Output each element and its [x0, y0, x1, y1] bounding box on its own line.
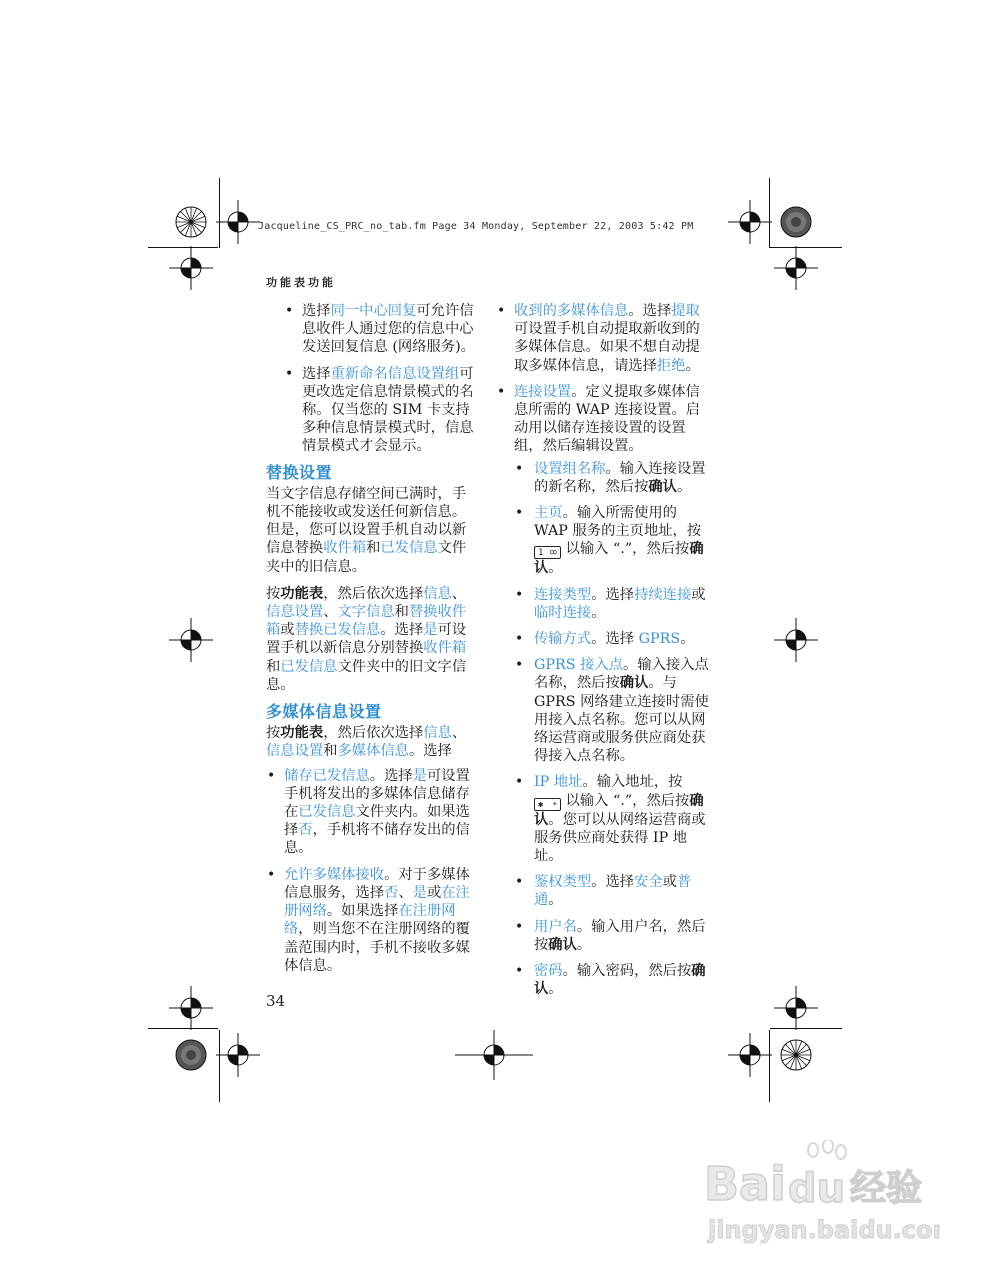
list-item: • 选择同一中心回复可允许信息收件人通过您的信息中心发送回复信息 (网络服务)。 — [284, 302, 478, 357]
key-1-icon: 1 ꝏ — [534, 546, 561, 559]
mms-options-list — [496, 302, 712, 456]
page-number: 34 — [266, 992, 286, 1010]
replace-instructions: 按功能表，然后依次选择信息、信息设置、文字信息和替换收件箱或替换已发信息。选择是可设置手机以新信息分别替换收件箱和已发信息文件夹中的旧文字信息。 — [266, 585, 467, 693]
list-item: • 储存已发信息。选择是可设置手机将发出的多媒体信息储存在已发信息文件夹内。如果选择否，手机将不储存发出的信息。 — [266, 767, 478, 858]
list-item: • 选择重新命名信息设置组可更改选定信息情景模式的名称。仅当您的 SIM 卡支持多种信息情景模式时，信息情景模式才会显示。 — [284, 365, 478, 456]
watermark-brand-c: 经验 — [850, 1168, 923, 1209]
section-header: 功能表功能 — [266, 276, 336, 289]
registration-crosshair — [774, 986, 818, 1030]
list-item: • GPRS 接入点。输入接入点名称，然后按确认。与 GPRS 网络建立连接时需使用接入点名称。您可以从网络运营商或服务供应商处获得接入点名称。 — [514, 656, 712, 765]
mms-intro: 按功能表，然后依次选择信息、信息设置和多媒体信息。选择 — [266, 725, 467, 760]
gray-target-mark — [781, 207, 811, 237]
replace-settings-heading: 替换设置 — [266, 462, 333, 482]
connection-sub-list — [514, 460, 712, 999]
starburst-mark — [781, 1040, 811, 1070]
registration-crosshair — [774, 618, 818, 662]
mms-bullet-list — [266, 767, 478, 975]
list-item: • 连接设置。定义提取多媒体信息所需的 WAP 连接设置。启动用以储存连接设置的设置组，然后编辑设置。 — [496, 383, 712, 456]
watermark-brand-a: Bai — [704, 1157, 786, 1211]
right-column — [496, 302, 712, 1007]
registration-crosshair — [216, 1033, 260, 1077]
left-column — [266, 302, 478, 983]
watermark-url: jingyan.baidu.com — [708, 1216, 940, 1244]
list-item: • 收到的多媒体信息。选择提取可设置手机自动提取新收到的多媒体信息。如果不想自动提取多媒体信息，请选择拒绝。 — [496, 302, 712, 375]
gray-target-mark — [176, 1040, 206, 1070]
list-item: • 用户名。输入用户名，然后按确认。 — [514, 918, 712, 954]
mms-settings-heading: 多媒体信息设置 — [266, 702, 382, 722]
list-item: • 允许多媒体接收。对于多媒体信息服务，选择否、是或在注册网络。如果选择在注册网络，则当您不在注册网络的覆盖范围内时，手机不接收多媒体信息。 — [266, 866, 478, 975]
baidu-logo-icon — [700, 1140, 940, 1270]
registration-crosshair — [169, 618, 213, 662]
registration-crosshair — [728, 1033, 772, 1077]
list-item: • IP 地址。输入地址，按 ✱ + 以输入 “.”，然后按确认。您可以从网络运营商或服务供应商处获得 IP 地址。 — [514, 773, 712, 865]
registration-crosshair — [216, 200, 260, 244]
registration-crosshair — [169, 246, 213, 290]
registration-crosshair — [774, 246, 818, 290]
list-item: • 传输方式。选择 GPRS。 — [514, 630, 712, 648]
starburst-mark — [176, 207, 206, 237]
replace-paragraph: 当文字信息存储空间已满时，手机不能接收或发送任何新信息。但是，您可以设置手机自动以新信息替换收件箱和已发信息文件夹中的旧信息。 — [266, 485, 467, 575]
top-bullet-list — [284, 302, 478, 456]
list-item: • 密码。输入密码，然后按确 认。 — [514, 962, 712, 998]
list-item: • 连接类型。选择持续连接或临时连接。 — [514, 586, 712, 622]
watermark-brand-b: du — [788, 1166, 846, 1212]
baidu-watermark — [700, 1140, 940, 1270]
list-item: • 主页。输入所需使用的 WAP 服务的主页地址，按 1 ꝏ 以输入 “.”，然后按确认。 — [514, 504, 712, 578]
list-item: • 鉴权类型。选择安全或普通。 — [514, 873, 712, 909]
list-item: • 设置组名称。输入连接设置的新名称，然后按确认。 — [514, 460, 712, 496]
registration-crosshair — [169, 986, 213, 1030]
key-star-icon: ✱ + — [534, 798, 561, 811]
print-header: Jacqueline_CS_PRC_no_tab.fm Page 34 Monday, September 22, 2003 5:42 PM — [258, 221, 694, 232]
